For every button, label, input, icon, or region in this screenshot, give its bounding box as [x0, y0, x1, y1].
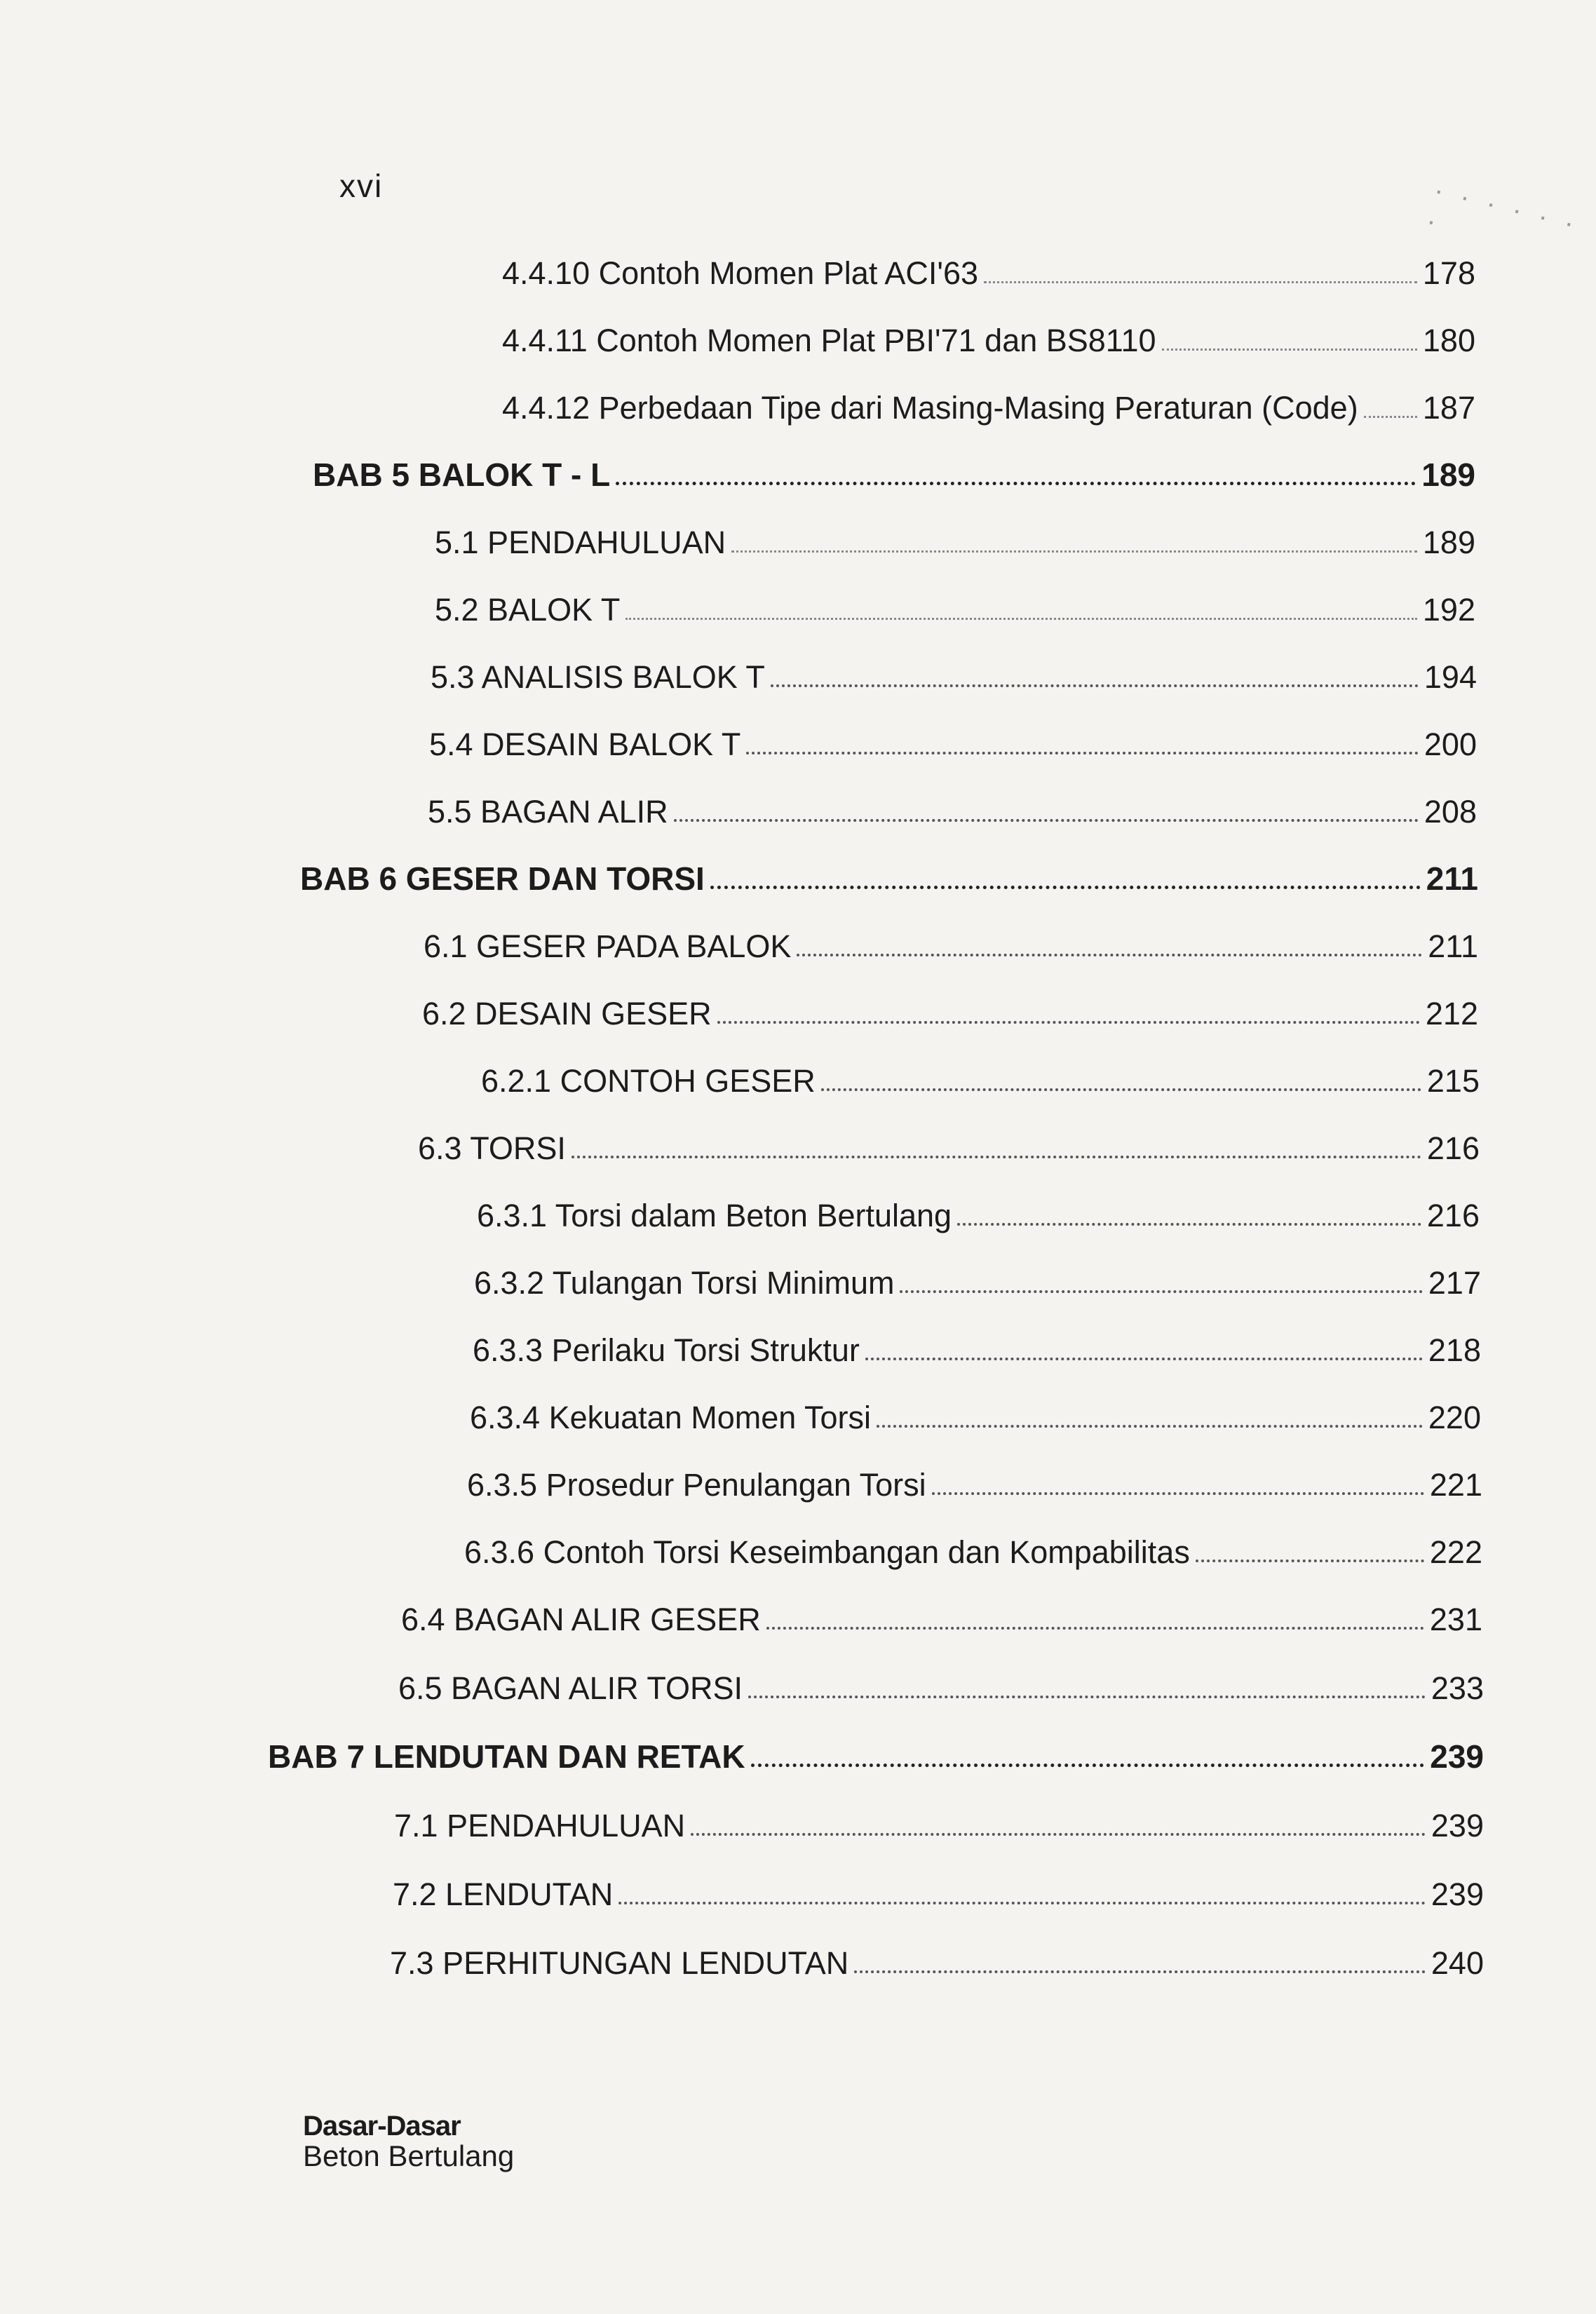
toc-entry-title: BAB 5 BALOK T - L — [313, 456, 611, 493]
toc-entry-page: 240 — [1431, 1945, 1484, 1981]
toc-entry-page: 218 — [1428, 1332, 1481, 1368]
toc-entry — [398, 1662, 1484, 1704]
dot-leader — [932, 1492, 1424, 1495]
toc-chapter-entry — [300, 853, 1478, 895]
dot-leader — [821, 1088, 1421, 1091]
toc-entry-title: 5.5 BAGAN ALIR — [428, 794, 668, 830]
toc-entry-title: 6.3 TORSI — [418, 1130, 566, 1166]
dot-leader — [1196, 1559, 1424, 1562]
dot-leader — [751, 1764, 1425, 1767]
toc-entry-page: 233 — [1431, 1670, 1484, 1706]
toc-entry-title: 6.2.1 CONTOH GESER — [481, 1063, 816, 1099]
dot-leader — [731, 550, 1417, 553]
toc-entry — [502, 381, 1475, 424]
dot-leader — [717, 1021, 1420, 1024]
dot-leader — [572, 1156, 1421, 1158]
toc-entry — [429, 718, 1477, 760]
toc-entry-title: 4.4.10 Contoh Momen Plat ACI'63 — [502, 255, 978, 291]
dot-leader — [865, 1358, 1423, 1360]
book-title-line1: Dasar-Dasar — [303, 2111, 461, 2142]
toc-entry-page: 216 — [1426, 1198, 1480, 1233]
dot-leader — [797, 954, 1422, 956]
toc-entry-page: 200 — [1423, 726, 1477, 762]
toc-entry-title: 7.1 PENDAHULUAN — [394, 1808, 686, 1843]
toc-entry-title: 6.3.3 Perilaku Torsi Struktur — [473, 1332, 860, 1368]
dot-leader — [957, 1223, 1421, 1226]
toc-entry-title: 7.2 LENDUTAN — [393, 1876, 614, 1912]
toc-entry-title: 6.3.2 Tulangan Torsi Minimum — [474, 1265, 895, 1301]
toc-entry — [422, 987, 1478, 1029]
book-title-logo — [303, 2112, 514, 2171]
dot-leader — [616, 482, 1416, 485]
dot-leader — [984, 281, 1417, 283]
dot-leader — [900, 1290, 1422, 1293]
toc-entry-title: 4.4.11 Contoh Momen Plat PBI'71 dan BS8110 — [502, 323, 1156, 358]
toc-entry-page: 221 — [1429, 1467, 1482, 1503]
toc-entry-page: 239 — [1431, 1876, 1484, 1912]
toc-entry-page: 216 — [1426, 1130, 1480, 1166]
toc-entry-page: 189 — [1421, 456, 1475, 493]
toc-entry-page: 187 — [1422, 390, 1475, 426]
toc-entry-title: 6.3.5 Prosedur Penulangan Torsi — [467, 1467, 926, 1503]
toc-entry-page: 212 — [1425, 996, 1478, 1031]
toc-entry — [393, 1868, 1484, 1910]
toc-entry-title: 5.1 PENDAHULUAN — [435, 525, 726, 560]
toc-entry-title: 6.1 GESER PADA BALOK — [424, 928, 792, 964]
toc-entry — [424, 920, 1478, 962]
toc-entry — [394, 1799, 1484, 1841]
toc-entry-title: 6.4 BAGAN ALIR GESER — [401, 1602, 761, 1637]
dot-leader — [748, 1696, 1426, 1698]
toc-entry-page: 192 — [1422, 592, 1475, 628]
toc-entry-page: 215 — [1426, 1063, 1480, 1099]
toc-entry-title: 6.5 BAGAN ALIR TORSI — [398, 1670, 743, 1706]
toc-entry-page: 220 — [1428, 1400, 1481, 1435]
toc-entry — [390, 1937, 1484, 1979]
dot-leader — [1162, 349, 1417, 351]
toc-entry-page: 217 — [1428, 1265, 1481, 1301]
dot-leader — [771, 684, 1419, 687]
toc-entry — [474, 1257, 1481, 1299]
dot-leader — [691, 1833, 1426, 1836]
toc-entry-title: 5.4 DESAIN BALOK T — [429, 726, 741, 762]
toc-entry — [431, 651, 1477, 693]
toc-entry-page: 239 — [1431, 1808, 1484, 1843]
page-number: xvi — [339, 168, 384, 204]
toc-entry-page: 211 — [1428, 928, 1478, 964]
dot-leader — [674, 819, 1419, 822]
toc-entry-title: BAB 6 GESER DAN TORSI — [300, 860, 705, 897]
toc-entry-page: 208 — [1423, 794, 1477, 830]
toc-entry-title: 6.3.6 Contoh Torsi Keseimbangan dan Kompabilitas — [464, 1534, 1190, 1570]
toc-entry-page: 178 — [1422, 255, 1475, 291]
toc-chapter-entry — [313, 449, 1475, 491]
dot-leader — [1364, 416, 1417, 418]
dot-leader — [618, 1902, 1426, 1904]
toc-entry-title: 6.3.1 Torsi dalam Beton Bertulang — [477, 1198, 952, 1233]
toc-entry — [428, 785, 1477, 830]
dot-leader — [625, 618, 1417, 620]
toc-entry-title: 6.2 DESAIN GESER — [422, 996, 712, 1031]
toc-entry-title: 4.4.12 Perbedaan Tipe dari Masing-Masing Peraturan (Code) — [502, 390, 1358, 426]
toc-entry — [401, 1593, 1482, 1635]
toc-entry-title: 5.3 ANALISIS BALOK T — [431, 659, 765, 695]
toc-entry — [502, 314, 1475, 356]
toc-entry-page: 222 — [1429, 1534, 1482, 1570]
toc-entry-page: 231 — [1429, 1602, 1482, 1637]
toc-entry-title: 7.3 PERHITUNGAN LENDUTAN — [390, 1945, 849, 1981]
toc-entry-page: 211 — [1426, 860, 1478, 897]
toc-entry — [502, 247, 1475, 289]
toc-entry — [467, 1459, 1482, 1501]
dot-leader — [877, 1425, 1423, 1428]
toc-entry — [418, 1122, 1480, 1164]
toc-entry-page: 189 — [1422, 525, 1475, 560]
toc-chapter-entry — [268, 1731, 1484, 1773]
corner-marks: . . . . . . . — [1425, 168, 1584, 235]
toc-entry — [470, 1391, 1481, 1433]
dot-leader — [710, 886, 1421, 889]
dot-leader — [746, 752, 1419, 755]
dot-leader — [854, 1970, 1426, 1973]
toc-entry-title: 6.3.4 Kekuatan Momen Torsi — [470, 1400, 871, 1435]
toc-entry — [473, 1324, 1481, 1366]
toc-entry-title: BAB 7 LENDUTAN DAN RETAK — [268, 1738, 745, 1775]
toc-entry-title: 5.2 BALOK T — [435, 592, 621, 628]
toc-entry-page: 239 — [1430, 1738, 1484, 1775]
toc-entry — [481, 1055, 1480, 1097]
toc-entry — [435, 583, 1475, 628]
toc-entry — [477, 1189, 1480, 1231]
toc-entry — [464, 1526, 1482, 1568]
toc-entry-page: 194 — [1423, 659, 1477, 695]
toc-entry-page: 180 — [1422, 323, 1475, 358]
dot-leader — [766, 1627, 1424, 1630]
toc-entry — [435, 516, 1475, 558]
book-title-line2: Beton Bertulang — [303, 2139, 515, 2172]
